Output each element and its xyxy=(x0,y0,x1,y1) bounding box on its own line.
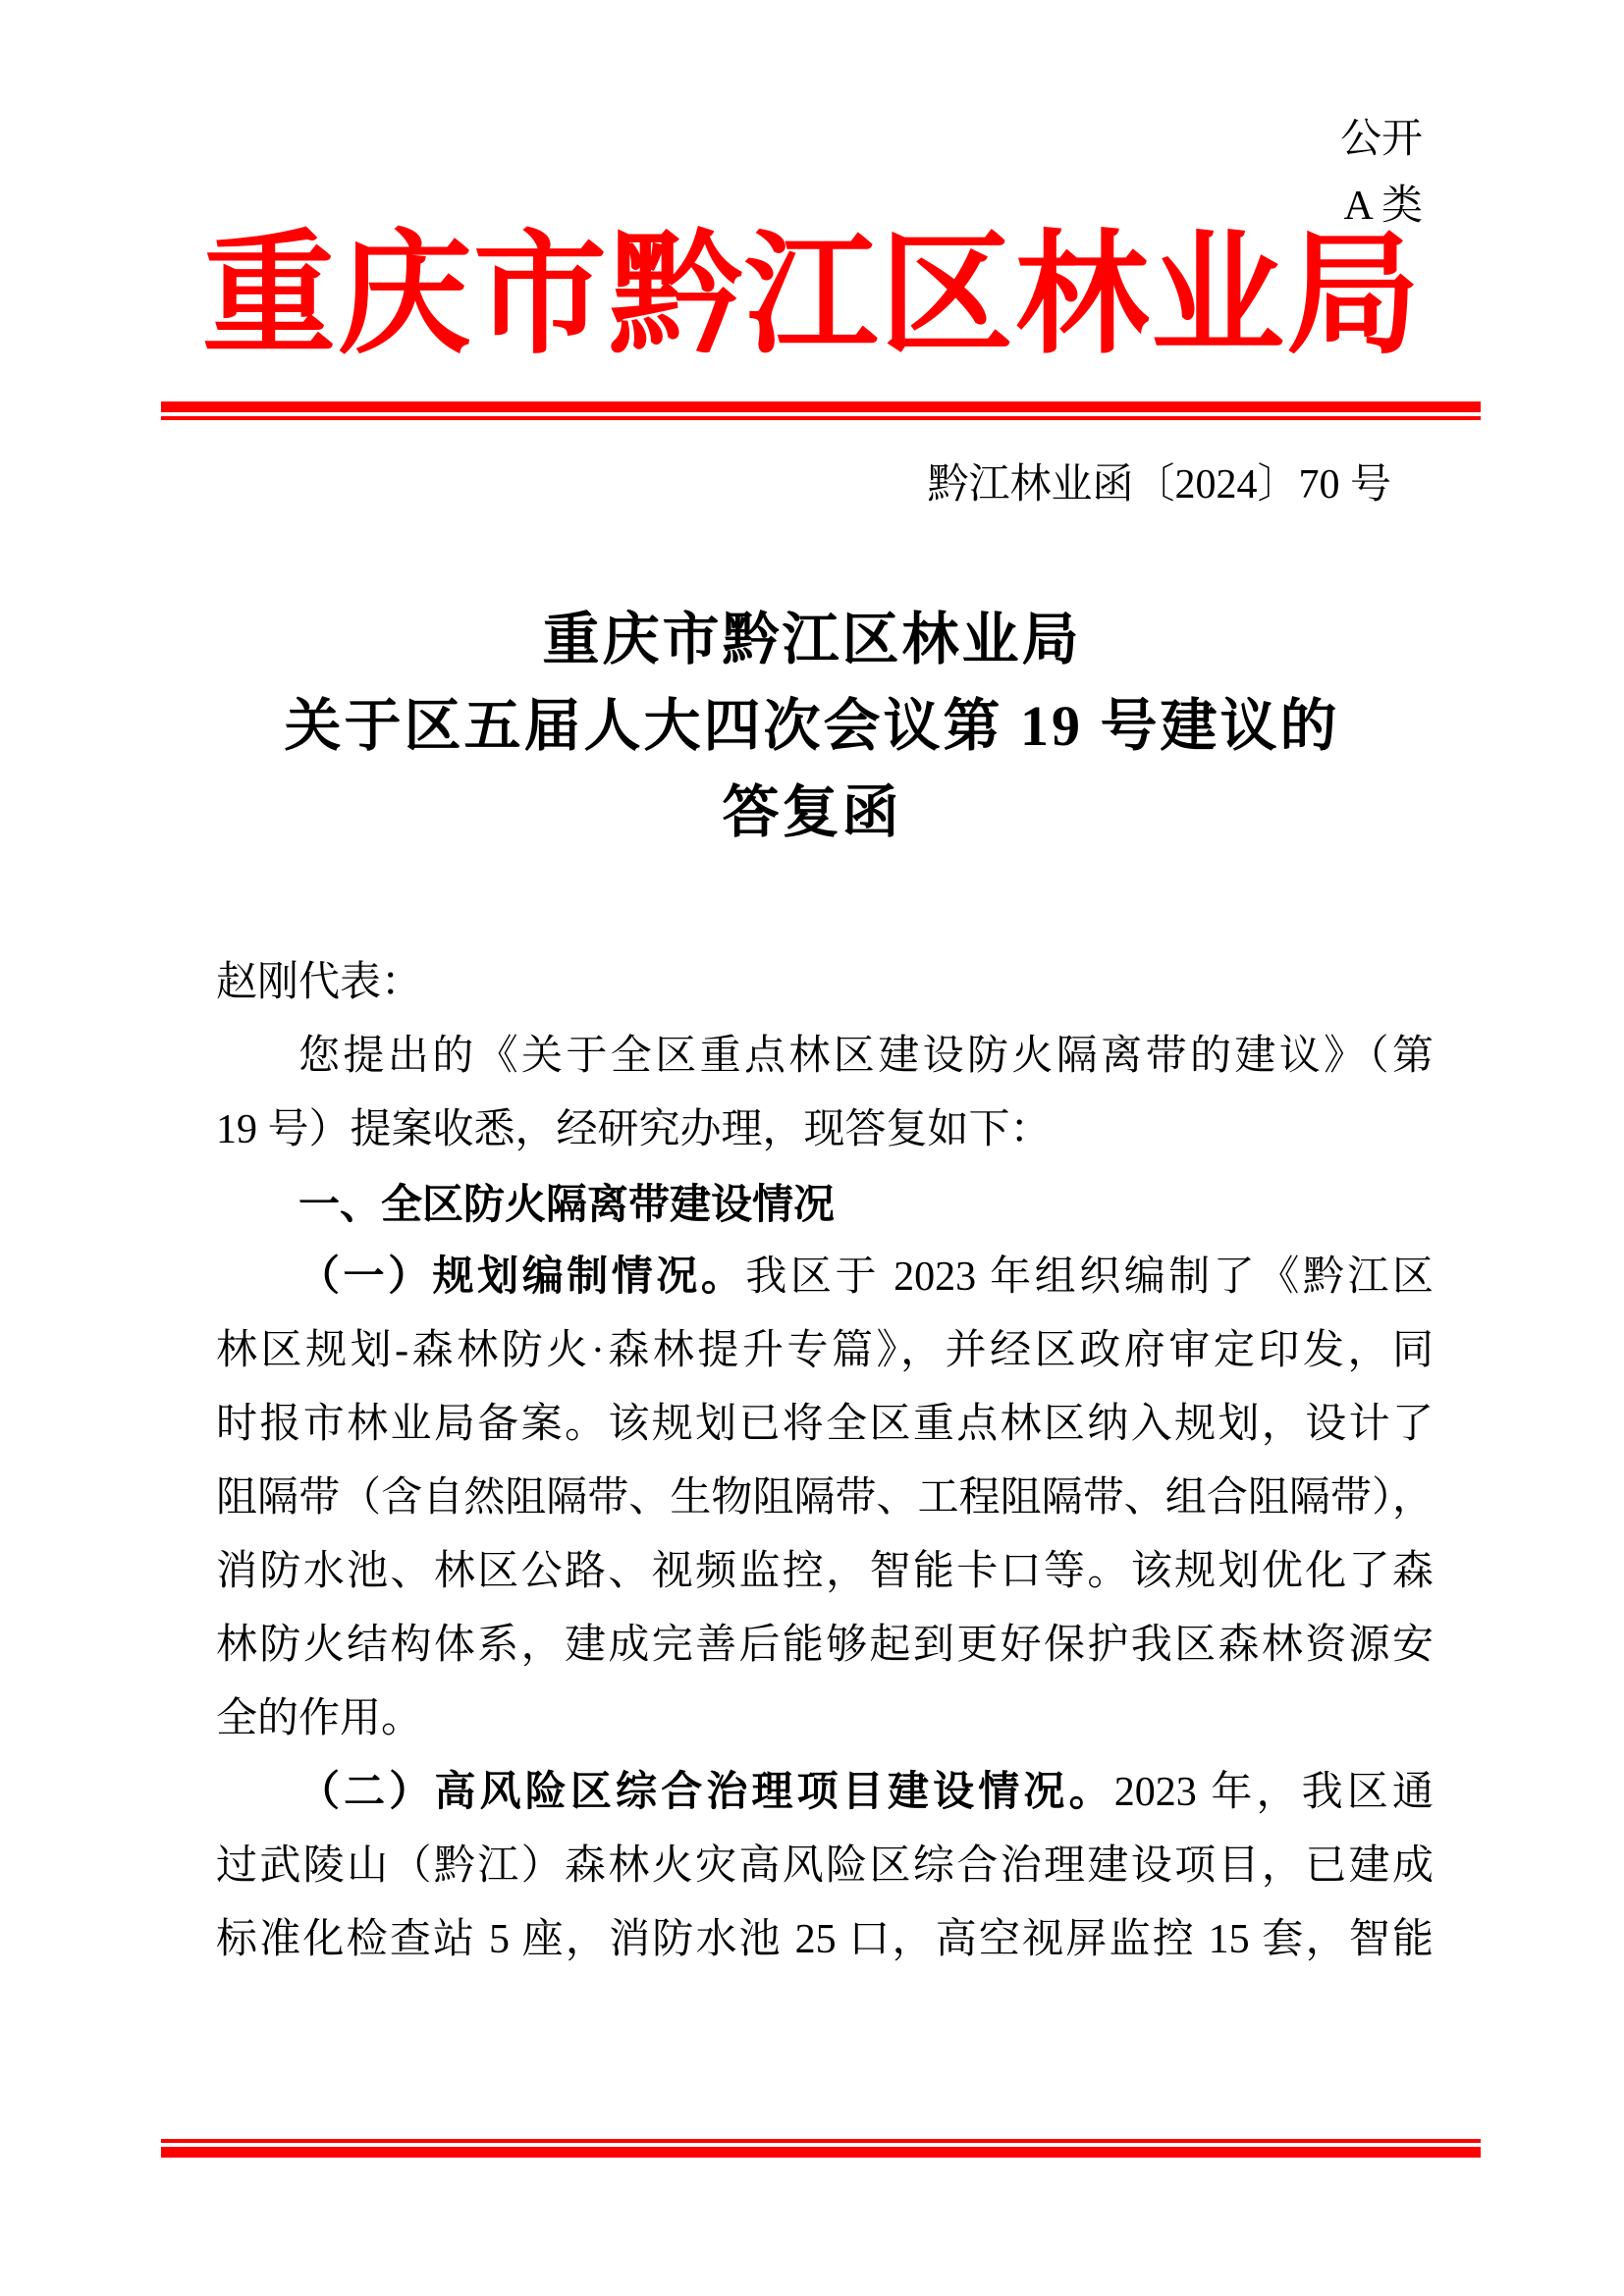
body-text-segment: 您提出的《关于全区重点林区建设防火隔离带的建议》（第 xyxy=(298,1034,1434,1079)
classification-category: A 类 xyxy=(1343,184,1423,229)
body-line xyxy=(216,1682,1434,1756)
body-text-segment: （一）规划编制情况。 xyxy=(298,1255,746,1300)
masthead-separator-rule xyxy=(161,401,1481,420)
body-text-segment: 林区规划-森林防火·森林提升专篇》，并经区政府审定印发，同 xyxy=(216,1328,1434,1373)
body-text-segment: 一、全区防火隔离带建设情况 xyxy=(298,1181,836,1227)
body-line xyxy=(216,1609,1434,1682)
document-body xyxy=(216,946,1434,1977)
separator-thin-line xyxy=(161,416,1481,420)
body-text-segment: 2023 年，我区通 xyxy=(1113,1770,1434,1815)
body-line xyxy=(216,1535,1434,1609)
body-line xyxy=(216,1756,1434,1830)
document-title xyxy=(0,597,1624,856)
body-text-segment: 时报市林业局备案。该规划已将全区重点林区纳入规划，设计了 xyxy=(216,1402,1434,1447)
body-text-segment: 林防火结构体系，建成完善后能够起到更好保护我区森林资源安 xyxy=(216,1623,1434,1668)
body-line xyxy=(216,1462,1434,1535)
document-title-line: 关于区五届人大四次会议第 19 号建议的 xyxy=(284,694,1340,758)
document-number: 黔江林业函〔2024〕70 号 xyxy=(927,462,1391,507)
body-text-segment: （二）高风险区综合治理项目建设情况。 xyxy=(298,1770,1114,1815)
body-text-segment: 标准化检查站 5 座，消防水池 25 口，高空视屏监控 15 套，智能 xyxy=(216,1917,1434,1962)
body-line xyxy=(216,1094,1434,1167)
document-title-line: 重庆市黔江区林业局 xyxy=(542,608,1082,671)
body-text-segment: 我区于 2023 年组织编制了《黔江区 xyxy=(745,1255,1434,1300)
body-line xyxy=(216,946,1434,1020)
body-text-segment: 赵刚代表： xyxy=(216,960,423,1005)
body-line xyxy=(216,1020,1434,1094)
separator-thick-line xyxy=(161,2147,1481,2158)
document-title-line: 答复函 xyxy=(722,780,902,844)
body-text-segment: 过武陵山（黔江）森林火灾高风险区综合治理建设项目，已建成 xyxy=(216,1843,1434,1889)
body-line xyxy=(216,1241,1434,1314)
body-text-segment: 19 号）提案收悉，经研究办理，现答复如下： xyxy=(216,1107,1052,1152)
body-text-segment: 全的作用。 xyxy=(216,1696,423,1741)
body-text-segment: 消防水池、林区公路、视频监控，智能卡口等。该规划优化了森 xyxy=(216,1549,1434,1594)
footer-separator-rule xyxy=(161,2139,1481,2158)
issuing-agency-masthead: 重庆市黔江区林业局 xyxy=(202,223,1422,370)
body-line xyxy=(216,1167,1434,1241)
classification-level: 公开 xyxy=(1339,117,1423,162)
body-text-segment: 阻隔带（含自然阻隔带、生物阻隔带、工程阻隔带、组合阻隔带）， xyxy=(216,1475,1434,1521)
body-line xyxy=(216,1314,1434,1388)
body-line xyxy=(216,1388,1434,1462)
body-line xyxy=(216,1830,1434,1903)
body-line xyxy=(216,1903,1434,1977)
separator-thick-line xyxy=(161,401,1481,412)
